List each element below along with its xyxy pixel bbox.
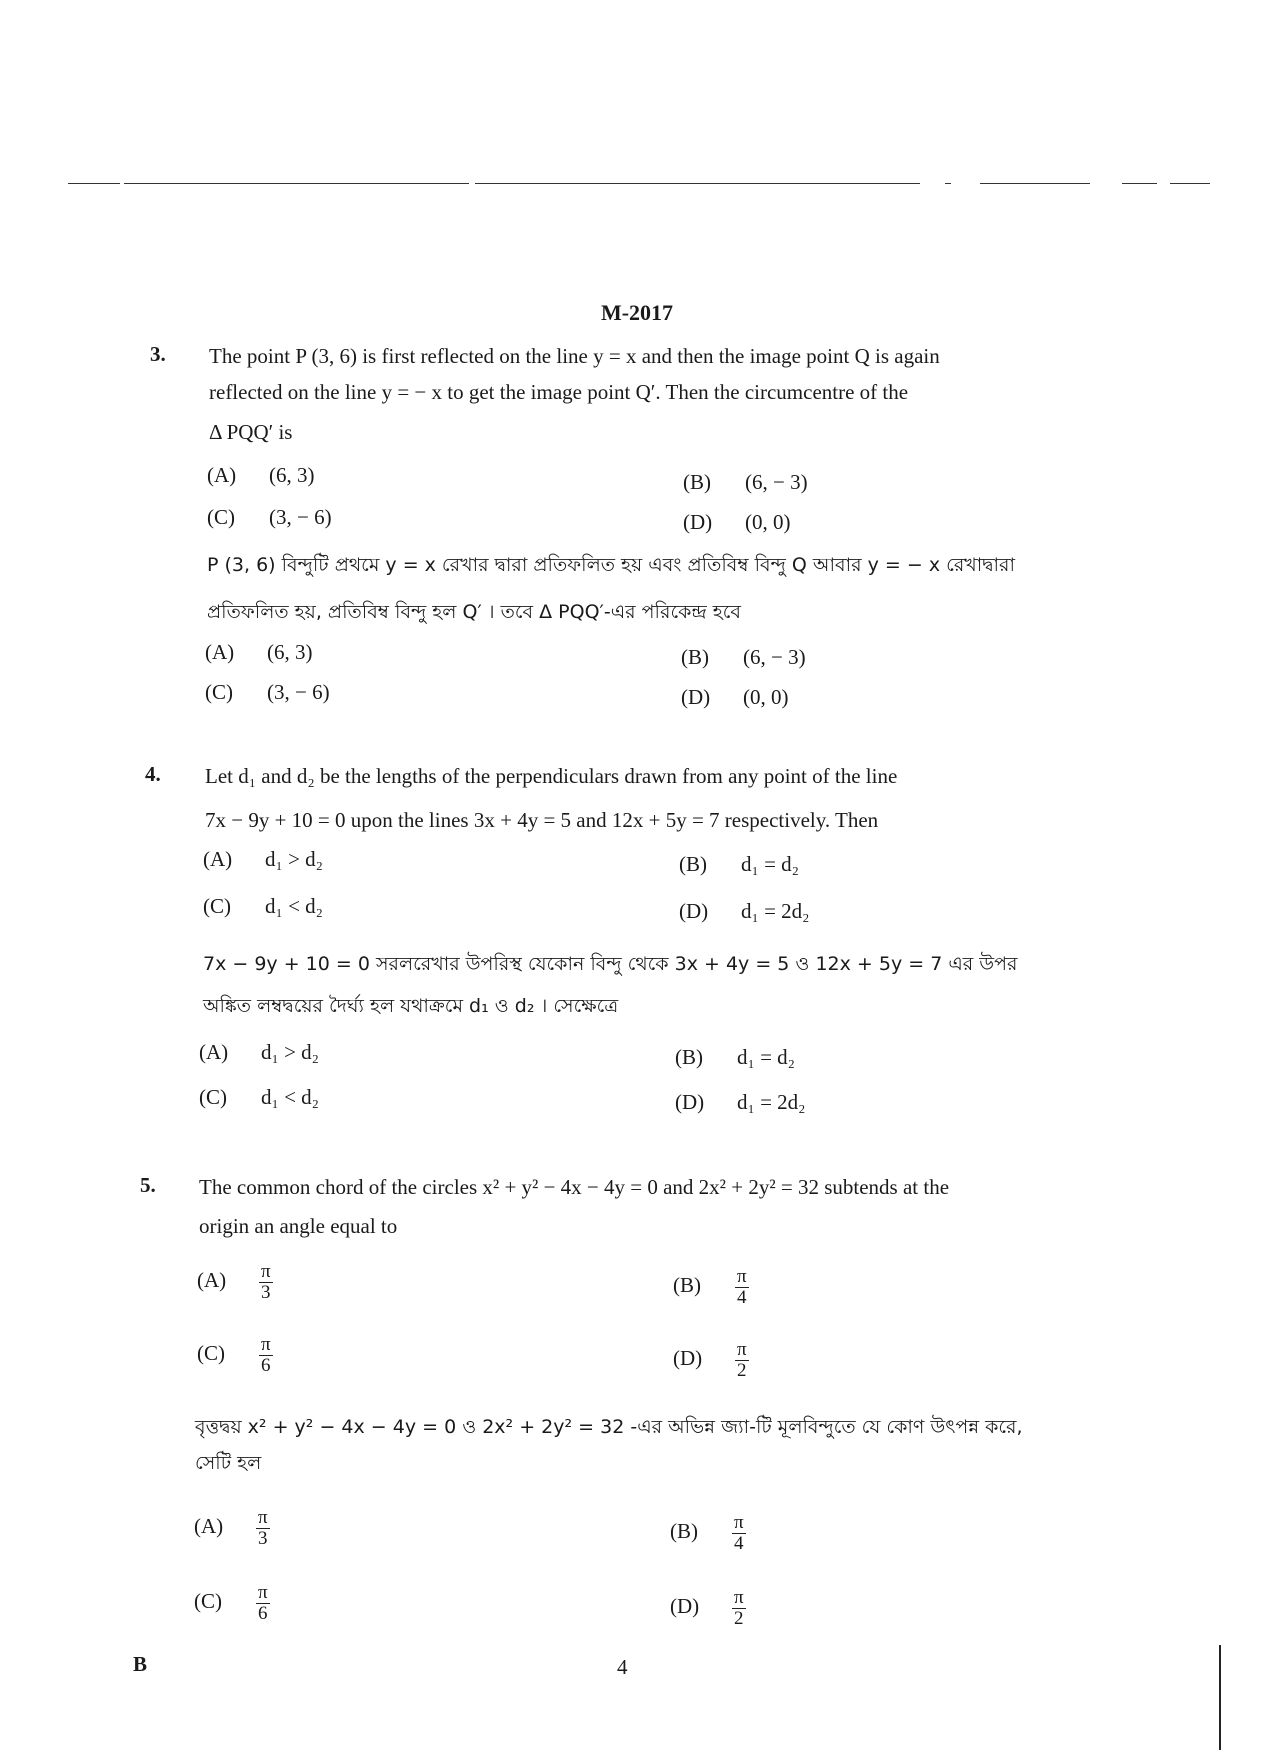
option-d-bengali: [675, 1090, 806, 1115]
top-rule: [945, 183, 951, 184]
fraction: [256, 1583, 270, 1624]
option-label: (D): [673, 1346, 703, 1371]
fraction: [259, 1335, 273, 1376]
option-label: (A): [205, 640, 235, 664]
fraction-numerator: π: [734, 1512, 744, 1533]
option-label: (D): [670, 1594, 700, 1619]
option-value: d₁ < d₂: [265, 894, 323, 918]
question-text-line: 7x − 9y + 10 = 0 upon the lines 3x + 4y = 5 and 12x + 5y = 7 respectively. Then: [205, 808, 879, 832]
option-value: (6, − 3): [743, 645, 806, 669]
option-value: (3, − 6): [269, 505, 332, 529]
option-label: (B): [681, 645, 709, 669]
fraction-numerator: π: [734, 1587, 744, 1608]
option-c: [197, 1335, 273, 1376]
fraction-denominator: 6: [258, 1602, 268, 1624]
option-label: (C): [203, 894, 231, 918]
fraction-numerator: π: [261, 1334, 271, 1355]
question-text-line: The point P (3, 6) is first reflected on the line y = x and then the image point Q is again: [209, 344, 940, 368]
question-text-line: origin an angle equal to: [199, 1214, 398, 1238]
top-rule: [124, 183, 469, 184]
option-label: (C): [194, 1589, 222, 1614]
question-text-bengali-line: P (3, 6) বিন্দুটি প্রথমে y = x রেখার দ্বারা প্রতিফলিত হয় এবং প্রতিবিম্ব বিন্দু Q আবার y = − x রেখাদ্বারা: [207, 554, 1016, 576]
option-d: [673, 1340, 749, 1381]
top-rule: [1122, 183, 1157, 184]
option-a-bengali: [194, 1508, 270, 1549]
option-label: (B): [675, 1045, 703, 1069]
fraction-numerator: π: [261, 1261, 271, 1282]
fraction-denominator: 4: [734, 1532, 744, 1554]
option-label: (D): [683, 510, 713, 534]
option-d-bengali: [670, 1588, 746, 1629]
question-number: 3.: [150, 342, 166, 366]
question-text-line: Δ PQQ′ is: [209, 420, 293, 444]
option-label: (A): [199, 1040, 229, 1064]
fraction-numerator: π: [258, 1582, 268, 1603]
top-rule: [1170, 183, 1210, 184]
fraction: [256, 1508, 270, 1549]
page-number: 4: [617, 1655, 628, 1679]
option-label: (A): [203, 847, 233, 871]
option-a: [197, 1262, 273, 1303]
paper-code: M-2017: [600, 300, 674, 325]
option-label: (B): [683, 470, 711, 494]
question-text-bengali-line: সেটি হল: [195, 1452, 262, 1474]
question-text-line: Let d₁ and d₂ be the lengths of the perpendiculars drawn from any point of the line: [205, 764, 898, 788]
option-c: [207, 505, 332, 530]
top-rule: [475, 183, 920, 184]
fraction: [732, 1513, 746, 1554]
option-value: d₁ = 2d₂: [741, 899, 810, 923]
option-c-bengali: [194, 1583, 270, 1624]
question-text-bengali-line: বৃত্তদ্বয় x² + y² − 4x − 4y = 0 ও 2x² + 2y² = 32 -এর অভিন্ন জ্যা-টি মূলবিন্দুতে যে কোণ উৎপন্ন করে,: [195, 1416, 1023, 1438]
fraction: [735, 1340, 749, 1381]
margin-bar: [1219, 1645, 1221, 1750]
option-value: d₁ = d₂: [737, 1045, 795, 1069]
option-label: (C): [207, 505, 235, 529]
option-b-bengali: [670, 1513, 746, 1554]
option-a-bengali: [205, 640, 313, 665]
option-label: (A): [207, 463, 237, 487]
option-d: [683, 510, 791, 535]
question-text-bengali-line: 7x − 9y + 10 = 0 সরলরেখার উপরিস্থ যেকোন বিন্দু থেকে 3x + 4y = 5 ও 12x + 5y = 7 এর উপর: [203, 953, 1018, 975]
option-label: (B): [673, 1273, 701, 1298]
option-value: (0, 0): [745, 510, 791, 534]
top-rule: [68, 183, 120, 184]
fraction: [735, 1267, 749, 1308]
question-text-line: reflected on the line y = − x to get the image point Q′. Then the circumcentre of the: [209, 380, 909, 404]
option-b: [679, 852, 799, 877]
set-label: B: [133, 1652, 148, 1676]
option-label: (C): [205, 680, 233, 704]
option-value: (3, − 6): [267, 680, 330, 704]
option-d: [679, 899, 810, 924]
option-c: [203, 894, 323, 919]
question-text-line: The common chord of the circles x² + y² − 4x − 4y = 0 and 2x² + 2y² = 32 subtends at the: [199, 1175, 950, 1199]
option-label: (D): [681, 685, 711, 709]
option-label: (B): [670, 1519, 698, 1544]
option-value: (0, 0): [743, 685, 789, 709]
option-c-bengali: [199, 1085, 319, 1110]
option-label: (C): [197, 1341, 225, 1366]
fraction: [259, 1262, 273, 1303]
question-number: 4.: [145, 762, 161, 786]
option-c-bengali: [205, 680, 330, 705]
fraction-numerator: π: [737, 1266, 747, 1287]
option-label: (C): [199, 1085, 227, 1109]
option-a: [207, 463, 315, 488]
fraction-denominator: 4: [737, 1286, 747, 1308]
fraction-numerator: π: [737, 1339, 747, 1360]
option-value: d₁ > d₂: [261, 1040, 319, 1064]
fraction-denominator: 3: [258, 1527, 268, 1549]
option-value: (6, 3): [267, 640, 313, 664]
option-b-bengali: [681, 645, 806, 670]
option-label: (B): [679, 852, 707, 876]
option-a-bengali: [199, 1040, 319, 1065]
option-b: [683, 470, 808, 495]
question-number: 5.: [140, 1173, 156, 1197]
fraction-denominator: 2: [737, 1359, 747, 1381]
option-value: d₁ = d₂: [741, 852, 799, 876]
fraction-numerator: π: [258, 1507, 268, 1528]
fraction-denominator: 2: [734, 1607, 744, 1629]
option-b-bengali: [675, 1045, 795, 1070]
option-value: d₁ < d₂: [261, 1085, 319, 1109]
option-label: (A): [197, 1268, 227, 1293]
option-value: d₁ = 2d₂: [737, 1090, 806, 1114]
option-label: (D): [675, 1090, 705, 1114]
fraction-denominator: 6: [261, 1354, 271, 1376]
option-value: d₁ > d₂: [265, 847, 323, 871]
fraction: [732, 1588, 746, 1629]
fraction-denominator: 3: [261, 1281, 271, 1303]
top-rule: [980, 183, 1090, 184]
option-a: [203, 847, 323, 872]
option-value: (6, − 3): [745, 470, 808, 494]
option-d-bengali: [681, 685, 789, 710]
option-b: [673, 1267, 749, 1308]
option-label: (A): [194, 1514, 224, 1539]
question-text-bengali-line: অঙ্কিত লম্বদ্বয়ের দৈর্ঘ্য হল যথাক্রমে d₁ ও d₂ । সেক্ষেত্রে: [203, 995, 619, 1017]
question-text-bengali-line: প্রতিফলিত হয়, প্রতিবিম্ব বিন্দু হল Q′ । তবে Δ PQQ′-এর পরিকেন্দ্র হবে: [207, 601, 741, 623]
option-value: (6, 3): [269, 463, 315, 487]
option-label: (D): [679, 899, 709, 923]
